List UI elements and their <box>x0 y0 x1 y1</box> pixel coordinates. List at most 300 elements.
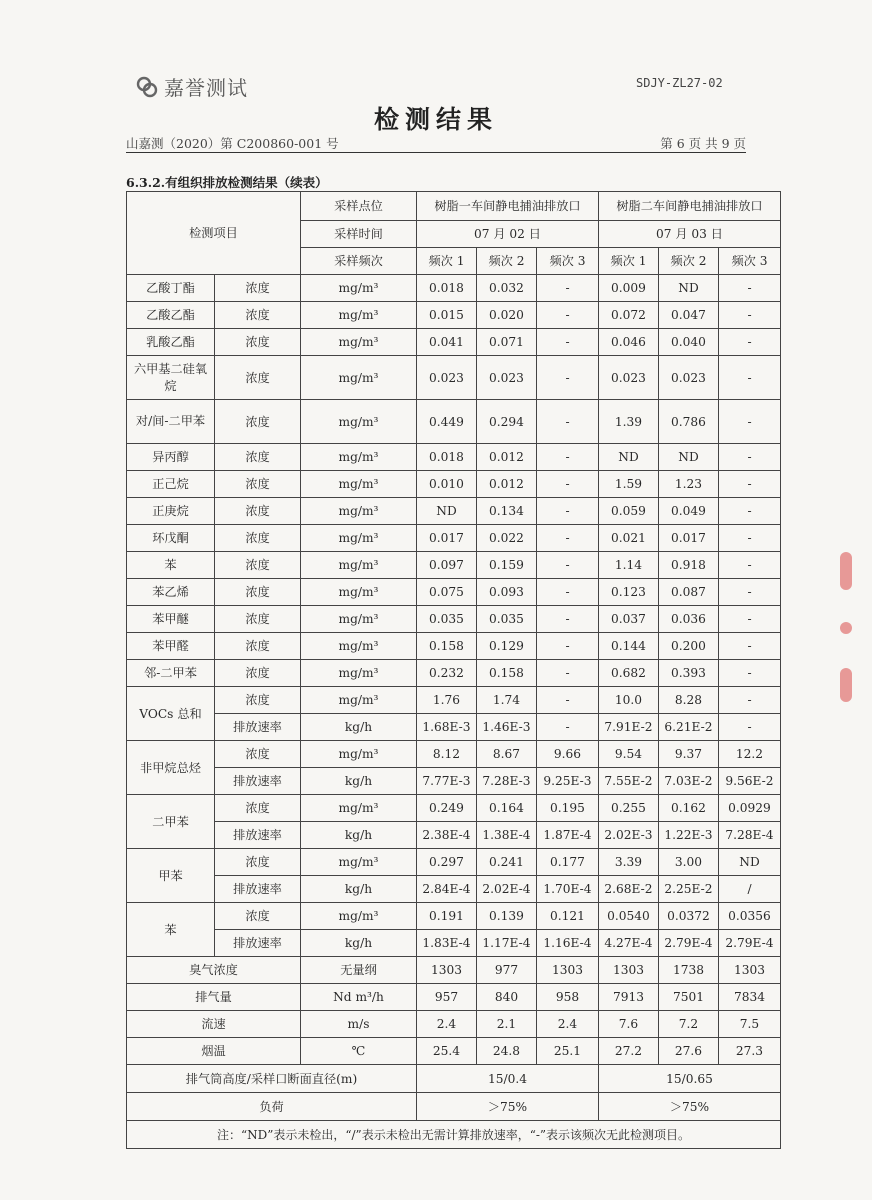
value-cell: - <box>537 714 599 741</box>
value-cell: 0.010 <box>417 471 477 498</box>
value-cell: ND <box>659 444 719 471</box>
table-row <box>127 903 781 930</box>
item-name: 苯甲醛 <box>127 633 215 660</box>
parameter-name: 浓度 <box>215 741 301 768</box>
value-cell: 2.79E-4 <box>659 930 719 957</box>
unit-cell: mg/m³ <box>301 329 417 356</box>
value-cell: 0.0372 <box>659 903 719 930</box>
table-row <box>127 471 781 498</box>
report-number: 山嘉测（2020）第 C200860-001 号 <box>126 136 339 151</box>
value-cell: - <box>719 606 781 633</box>
value-cell: 8.67 <box>477 741 537 768</box>
value-cell: - <box>719 471 781 498</box>
value-cell: - <box>537 400 599 444</box>
value-cell: 7.6 <box>599 1011 659 1038</box>
value-cell: 977 <box>477 957 537 984</box>
value-cell: 2.25E-2 <box>659 876 719 903</box>
value-cell: 6.21E-2 <box>659 714 719 741</box>
parameter-name: 浓度 <box>215 498 301 525</box>
value-cell: 10.0 <box>599 687 659 714</box>
value-cell: / <box>719 876 781 903</box>
value-cell: 24.8 <box>477 1038 537 1065</box>
parameter-name: 浓度 <box>215 795 301 822</box>
value-cell: 0.035 <box>477 606 537 633</box>
value-cell: 1303 <box>537 957 599 984</box>
unit-cell: kg/h <box>301 768 417 795</box>
sample-time-label: 采样时间 <box>301 221 417 248</box>
value-cell: 1.46E-3 <box>477 714 537 741</box>
value-cell: - <box>719 687 781 714</box>
unit-cell: mg/m³ <box>301 552 417 579</box>
value-cell: 1.70E-4 <box>537 876 599 903</box>
section-title: 6.3.2.有组织排放检测结果（续表） <box>126 175 328 190</box>
value-cell: - <box>719 329 781 356</box>
value-cell: - <box>537 525 599 552</box>
freq-header: 频次 2 <box>659 248 719 275</box>
value-cell: 7834 <box>719 984 781 1011</box>
results-table <box>126 191 781 1149</box>
value-cell: 958 <box>537 984 599 1011</box>
item-name: 正己烷 <box>127 471 215 498</box>
value-cell: 0.015 <box>417 302 477 329</box>
unit-cell: ℃ <box>301 1038 417 1065</box>
value-cell: 957 <box>417 984 477 1011</box>
value-cell: - <box>719 579 781 606</box>
freq-header: 频次 2 <box>477 248 537 275</box>
value-cell: 0.232 <box>417 660 477 687</box>
value-cell: 0.087 <box>659 579 719 606</box>
value-cell: 0.071 <box>477 329 537 356</box>
value-cell: 15/0.4 <box>417 1065 599 1093</box>
unit-cell: mg/m³ <box>301 606 417 633</box>
parameter-name: 排放速率 <box>215 822 301 849</box>
value-cell: - <box>719 633 781 660</box>
value-cell: - <box>719 498 781 525</box>
item-name: 环戊酮 <box>127 525 215 552</box>
value-cell: ND <box>417 498 477 525</box>
value-cell: 0.144 <box>599 633 659 660</box>
item-name: VOCs 总和 <box>127 687 215 741</box>
value-cell: 7.2 <box>659 1011 719 1038</box>
table-row <box>127 1011 781 1038</box>
value-cell: 0.255 <box>599 795 659 822</box>
table-row <box>127 633 781 660</box>
value-cell: 1.14 <box>599 552 659 579</box>
unit-cell: mg/m³ <box>301 795 417 822</box>
stack-row <box>127 1065 781 1093</box>
value-cell: 0.158 <box>477 660 537 687</box>
value-cell: 0.035 <box>417 606 477 633</box>
unit-cell: mg/m³ <box>301 444 417 471</box>
item-name: 六甲基二硅氧烷 <box>127 356 215 400</box>
item-name: 非甲烷总烃 <box>127 741 215 795</box>
value-cell: 2.84E-4 <box>417 876 477 903</box>
item-name: 乙酸乙酯 <box>127 302 215 329</box>
value-cell: 3.39 <box>599 849 659 876</box>
value-cell: 0.093 <box>477 579 537 606</box>
value-cell: 1.39 <box>599 400 659 444</box>
page-info: 第 6 页 共 9 页 <box>660 136 746 151</box>
item-name: 烟温 <box>127 1038 301 1065</box>
value-cell: - <box>719 302 781 329</box>
unit-cell: mg/m³ <box>301 275 417 302</box>
value-cell: 8.28 <box>659 687 719 714</box>
value-cell: 2.02E-3 <box>599 822 659 849</box>
value-cell: 2.4 <box>417 1011 477 1038</box>
value-cell: 0.918 <box>659 552 719 579</box>
value-cell: - <box>537 606 599 633</box>
unit-cell: kg/h <box>301 930 417 957</box>
value-cell: - <box>719 525 781 552</box>
table-row <box>127 822 781 849</box>
table-row <box>127 876 781 903</box>
table-row <box>127 498 781 525</box>
parameter-name: 浓度 <box>215 356 301 400</box>
value-cell: 0.134 <box>477 498 537 525</box>
value-cell: - <box>537 498 599 525</box>
unit-cell: kg/h <box>301 714 417 741</box>
value-cell: ND <box>719 849 781 876</box>
unit-cell: mg/m³ <box>301 498 417 525</box>
freq-header: 频次 3 <box>537 248 599 275</box>
value-cell: 2.38E-4 <box>417 822 477 849</box>
parameter-name: 浓度 <box>215 525 301 552</box>
value-cell: - <box>537 275 599 302</box>
item-name: 乙酸丁酯 <box>127 275 215 302</box>
value-cell: 0.129 <box>477 633 537 660</box>
value-cell: - <box>719 552 781 579</box>
value-cell: 1.74 <box>477 687 537 714</box>
parameter-name: 浓度 <box>215 552 301 579</box>
table-row <box>127 579 781 606</box>
table-row <box>127 552 781 579</box>
value-cell: - <box>537 633 599 660</box>
parameter-name: 浓度 <box>215 849 301 876</box>
item-header: 检测项目 <box>127 192 301 275</box>
value-cell: 7.5 <box>719 1011 781 1038</box>
value-cell: 0.017 <box>417 525 477 552</box>
item-name: 二甲苯 <box>127 795 215 849</box>
item-name: 异丙醇 <box>127 444 215 471</box>
value-cell: 0.023 <box>417 356 477 400</box>
parameter-name: 浓度 <box>215 302 301 329</box>
sample-date-2: 07 月 03 日 <box>599 221 781 248</box>
logo-mark-icon <box>135 75 159 99</box>
value-cell: 7.28E-4 <box>719 822 781 849</box>
value-cell: - <box>537 356 599 400</box>
value-cell: 0.294 <box>477 400 537 444</box>
value-cell: 1.38E-4 <box>477 822 537 849</box>
value-cell: 0.037 <box>599 606 659 633</box>
table-row <box>127 768 781 795</box>
value-cell: 0.036 <box>659 606 719 633</box>
value-cell: - <box>719 400 781 444</box>
red-seal-mark <box>840 622 852 634</box>
sample-point-label: 采样点位 <box>301 192 417 221</box>
item-name: 排气量 <box>127 984 301 1011</box>
value-cell: 9.54 <box>599 741 659 768</box>
value-cell: 1738 <box>659 957 719 984</box>
value-cell: - <box>537 302 599 329</box>
item-name: 乳酸乙酯 <box>127 329 215 356</box>
table-row <box>127 849 781 876</box>
value-cell: ＞75% <box>417 1093 599 1121</box>
value-cell: 0.023 <box>599 356 659 400</box>
value-cell: 1.23 <box>659 471 719 498</box>
sample-point-1: 树脂一车间静电捕油排放口 <box>417 192 599 221</box>
value-cell: - <box>719 444 781 471</box>
value-cell: 0.164 <box>477 795 537 822</box>
document-code: SDJY-ZL27-02 <box>636 76 723 90</box>
unit-cell: mg/m³ <box>301 741 417 768</box>
value-cell: 0.682 <box>599 660 659 687</box>
value-cell: 1303 <box>599 957 659 984</box>
unit-cell: mg/m³ <box>301 471 417 498</box>
value-cell: ＞75% <box>599 1093 781 1121</box>
value-cell: 7.28E-3 <box>477 768 537 795</box>
sample-point-2: 树脂二车间静电捕油排放口 <box>599 192 781 221</box>
item-name: 苯 <box>127 903 215 957</box>
value-cell: 7.77E-3 <box>417 768 477 795</box>
value-cell: 0.191 <box>417 903 477 930</box>
parameter-name: 浓度 <box>215 903 301 930</box>
table-row <box>127 687 781 714</box>
value-cell: 0.049 <box>659 498 719 525</box>
table-row <box>127 1038 781 1065</box>
parameter-name: 浓度 <box>215 275 301 302</box>
value-cell: 0.018 <box>417 275 477 302</box>
value-cell: 0.162 <box>659 795 719 822</box>
header-row-point <box>127 192 781 221</box>
unit-cell: mg/m³ <box>301 660 417 687</box>
value-cell: 1.22E-3 <box>659 822 719 849</box>
table-body <box>127 192 781 1149</box>
value-cell: - <box>719 356 781 400</box>
value-cell: 0.097 <box>417 552 477 579</box>
freq-header: 频次 1 <box>417 248 477 275</box>
table-row <box>127 606 781 633</box>
value-cell: 0.449 <box>417 400 477 444</box>
value-cell: 1.76 <box>417 687 477 714</box>
table-row <box>127 525 781 552</box>
unit-cell: mg/m³ <box>301 633 417 660</box>
value-cell: 0.012 <box>477 471 537 498</box>
value-cell: 27.6 <box>659 1038 719 1065</box>
value-cell: 0.123 <box>599 579 659 606</box>
value-cell: 0.195 <box>537 795 599 822</box>
value-cell: - <box>537 329 599 356</box>
parameter-name: 排放速率 <box>215 714 301 741</box>
value-cell: 8.12 <box>417 741 477 768</box>
value-cell: 2.79E-4 <box>719 930 781 957</box>
item-name: 臭气浓度 <box>127 957 301 984</box>
unit-cell: mg/m³ <box>301 579 417 606</box>
value-cell: 0.032 <box>477 275 537 302</box>
value-cell: 1303 <box>417 957 477 984</box>
table-row <box>127 930 781 957</box>
item-name: 邻-二甲苯 <box>127 660 215 687</box>
value-cell: 0.020 <box>477 302 537 329</box>
value-cell: 27.3 <box>719 1038 781 1065</box>
logo-text: 嘉誉测试 <box>164 76 248 100</box>
value-cell: 7.91E-2 <box>599 714 659 741</box>
value-cell: 7.03E-2 <box>659 768 719 795</box>
parameter-name: 浓度 <box>215 444 301 471</box>
parameter-name: 浓度 <box>215 579 301 606</box>
value-cell: - <box>537 579 599 606</box>
parameter-name: 浓度 <box>215 633 301 660</box>
value-cell: 0.0540 <box>599 903 659 930</box>
item-name: 正庚烷 <box>127 498 215 525</box>
load-row <box>127 1093 781 1121</box>
sample-date-1: 07 月 02 日 <box>417 221 599 248</box>
value-cell: 1.83E-4 <box>417 930 477 957</box>
value-cell: - <box>537 552 599 579</box>
item-name: 流速 <box>127 1011 301 1038</box>
value-cell: ND <box>659 275 719 302</box>
value-cell: 9.56E-2 <box>719 768 781 795</box>
value-cell: 0.139 <box>477 903 537 930</box>
table-row <box>127 329 781 356</box>
parameter-name: 浓度 <box>215 400 301 444</box>
value-cell: 0.393 <box>659 660 719 687</box>
unit-cell: kg/h <box>301 876 417 903</box>
value-cell: 9.25E-3 <box>537 768 599 795</box>
item-name: 苯乙烯 <box>127 579 215 606</box>
value-cell: 1.16E-4 <box>537 930 599 957</box>
table-row <box>127 356 781 400</box>
item-name: 苯甲醚 <box>127 606 215 633</box>
item-name: 对/间-二甲苯 <box>127 400 215 444</box>
value-cell: 25.1 <box>537 1038 599 1065</box>
company-logo <box>135 72 248 101</box>
value-cell: - <box>719 660 781 687</box>
value-cell: 9.37 <box>659 741 719 768</box>
value-cell: 9.66 <box>537 741 599 768</box>
value-cell: 12.2 <box>719 741 781 768</box>
value-cell: 3.00 <box>659 849 719 876</box>
value-cell: 0.177 <box>537 849 599 876</box>
value-cell: 0.040 <box>659 329 719 356</box>
value-cell: 840 <box>477 984 537 1011</box>
value-cell: 0.075 <box>417 579 477 606</box>
value-cell: - <box>719 714 781 741</box>
value-cell: 0.059 <box>599 498 659 525</box>
value-cell: - <box>537 471 599 498</box>
freq-header: 频次 3 <box>719 248 781 275</box>
value-cell: 7501 <box>659 984 719 1011</box>
value-cell: 0.022 <box>477 525 537 552</box>
parameter-name: 浓度 <box>215 660 301 687</box>
value-cell: 0.023 <box>477 356 537 400</box>
page-title: 检测结果 <box>373 105 498 134</box>
unit-cell: mg/m³ <box>301 525 417 552</box>
item-name: 苯 <box>127 552 215 579</box>
table-row <box>127 714 781 741</box>
value-cell: 2.1 <box>477 1011 537 1038</box>
value-cell: 0.023 <box>659 356 719 400</box>
value-cell: 2.68E-2 <box>599 876 659 903</box>
value-cell: ND <box>599 444 659 471</box>
item-name: 甲苯 <box>127 849 215 903</box>
value-cell: 25.4 <box>417 1038 477 1065</box>
value-cell: 0.012 <box>477 444 537 471</box>
unit-cell: m/s <box>301 1011 417 1038</box>
value-cell: 0.241 <box>477 849 537 876</box>
parameter-name: 排放速率 <box>215 930 301 957</box>
value-cell: 0.047 <box>659 302 719 329</box>
value-cell: 7913 <box>599 984 659 1011</box>
value-cell: - <box>719 275 781 302</box>
table-row <box>127 741 781 768</box>
unit-cell: mg/m³ <box>301 849 417 876</box>
value-cell: 1.59 <box>599 471 659 498</box>
value-cell: - <box>537 660 599 687</box>
value-cell: 0.021 <box>599 525 659 552</box>
value-cell: 4.27E-4 <box>599 930 659 957</box>
unit-cell: mg/m³ <box>301 903 417 930</box>
table-row <box>127 444 781 471</box>
value-cell: 2.4 <box>537 1011 599 1038</box>
freq-header: 频次 1 <box>599 248 659 275</box>
unit-cell: kg/h <box>301 822 417 849</box>
value-cell: 1.68E-3 <box>417 714 477 741</box>
red-seal-mark <box>840 668 852 702</box>
value-cell: 7.55E-2 <box>599 768 659 795</box>
value-cell: 0.018 <box>417 444 477 471</box>
parameter-name: 浓度 <box>215 687 301 714</box>
unit-cell: mg/m³ <box>301 302 417 329</box>
note-row <box>127 1121 781 1149</box>
value-cell: 0.072 <box>599 302 659 329</box>
value-cell: 0.200 <box>659 633 719 660</box>
value-cell: 0.159 <box>477 552 537 579</box>
value-cell: 0.046 <box>599 329 659 356</box>
table-note: 注：“ND”表示未检出，“/”表示未检出无需计算排放速率，“-”表示该频次无此检测项目。 <box>127 1121 781 1149</box>
value-cell: 0.158 <box>417 633 477 660</box>
table-row <box>127 957 781 984</box>
value-cell: 0.786 <box>659 400 719 444</box>
parameter-name: 排放速率 <box>215 768 301 795</box>
unit-cell: mg/m³ <box>301 687 417 714</box>
table-row <box>127 795 781 822</box>
parameter-name: 排放速率 <box>215 876 301 903</box>
unit-cell: mg/m³ <box>301 356 417 400</box>
load-label: 负荷 <box>127 1093 417 1121</box>
table-row <box>127 275 781 302</box>
value-cell: 0.297 <box>417 849 477 876</box>
red-seal-mark <box>840 552 852 590</box>
value-cell: - <box>537 444 599 471</box>
sample-freq-label: 采样频次 <box>301 248 417 275</box>
value-cell: 2.02E-4 <box>477 876 537 903</box>
value-cell: 1.17E-4 <box>477 930 537 957</box>
value-cell: 0.017 <box>659 525 719 552</box>
table-row <box>127 302 781 329</box>
value-cell: 27.2 <box>599 1038 659 1065</box>
parameter-name: 浓度 <box>215 606 301 633</box>
report-reference-line <box>126 134 746 153</box>
value-cell: - <box>537 687 599 714</box>
value-cell: 1303 <box>719 957 781 984</box>
value-cell: 0.0929 <box>719 795 781 822</box>
table-row <box>127 400 781 444</box>
value-cell: 0.009 <box>599 275 659 302</box>
value-cell: 0.0356 <box>719 903 781 930</box>
parameter-name: 浓度 <box>215 471 301 498</box>
unit-cell: Nd m³/h <box>301 984 417 1011</box>
value-cell: 0.041 <box>417 329 477 356</box>
